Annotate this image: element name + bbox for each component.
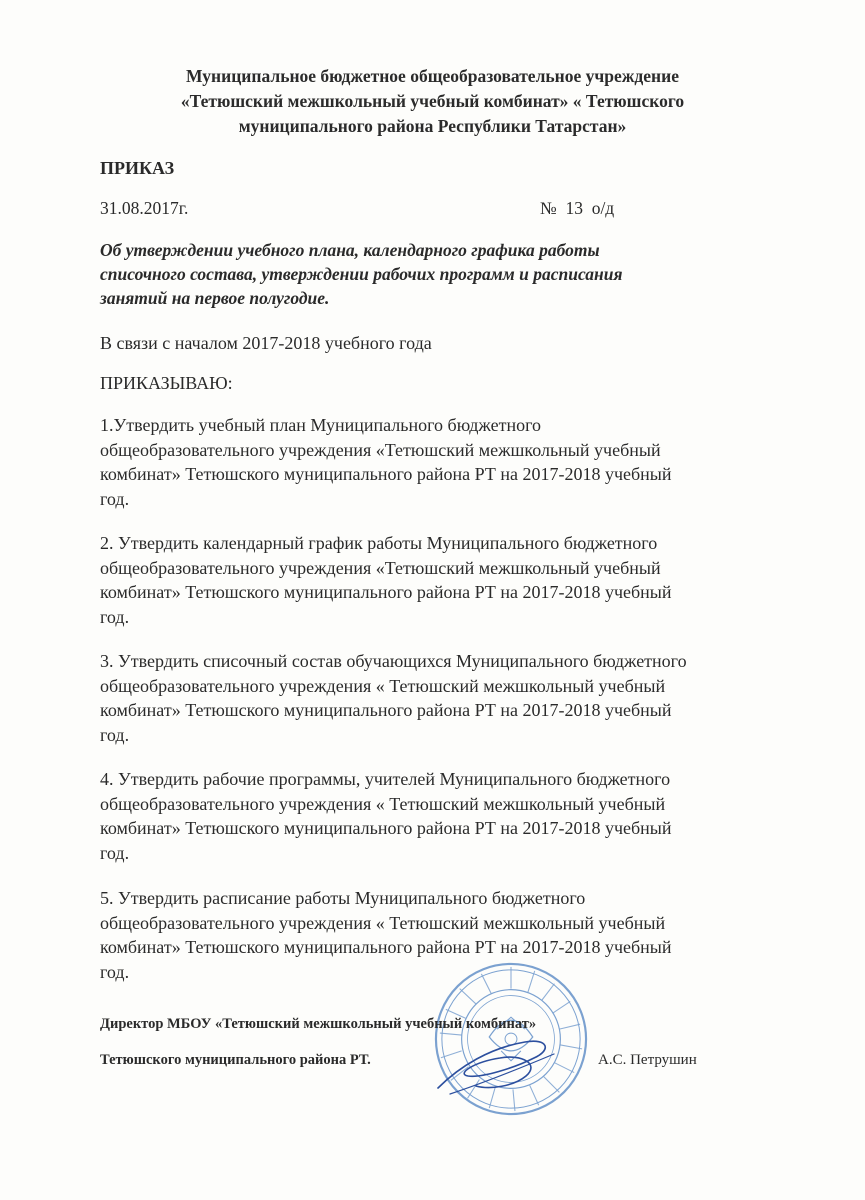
signer-name: А.С. Петрушин	[598, 1052, 697, 1068]
header-line-2: «Тетюшский межшкольный учебный комбинат» « Тетюшского	[180, 91, 685, 111]
item-2-line-3: комбинат» Тетюшского муниципального района РТ на 2017-2018 учебный	[100, 582, 672, 602]
order-reason: В связи с началом 2017-2018 учебного года	[100, 333, 432, 353]
signature-line-2: Тетюшского муниципального района РТ.	[100, 1052, 371, 1068]
item-3-line-4: год.	[100, 724, 130, 745]
order-item-1	[100, 413, 760, 511]
order-title: ПРИКАЗ	[100, 158, 175, 178]
header-line-3: муниципального района Республики Татарстан»	[238, 116, 627, 136]
item-5-line-4: год.	[100, 961, 130, 982]
item-3-line-2: общеобразовательного учреждения « Тетюшский межшкольный учебный	[100, 675, 666, 696]
item-5-line-1: 5. Утвердить расписание работы Муниципального бюджетного	[100, 888, 586, 908]
director-signature	[430, 1028, 560, 1098]
signature-line-1: Директор МБОУ «Тетюшский межшкольный учебный комбинат»	[100, 1016, 537, 1032]
item-4-line-3: комбинат» Тетюшского муниципального района РТ на 2017-2018 учебный	[100, 818, 672, 838]
order-directive: ПРИКАЗЫВАЮ:	[100, 373, 233, 393]
item-4-line-4: год.	[100, 842, 130, 863]
item-1-line-3: комбинат» Тетюшского муниципального района РТ на 2017-2018 учебный	[100, 464, 672, 484]
order-item-2	[100, 531, 760, 629]
order-date: 31.08.2017г.	[100, 198, 189, 218]
subject-line-1: Об утверждении учебного плана, календарного графика работы	[100, 240, 600, 260]
header-line-1: Муниципальное бюджетное общеобразовательное учреждение	[186, 66, 679, 86]
item-5-line-3: комбинат» Тетюшского муниципального района РТ на 2017-2018 учебный	[100, 937, 672, 957]
item-4-line-2: общеобразовательного учреждения « Тетюшский межшкольный учебный	[100, 793, 666, 814]
item-1-line-1: 1.Утвердить учебный план Муниципального бюджетного	[100, 415, 542, 435]
item-3-line-1: 3. Утвердить списочный состав обучающихся Муниципального бюджетного	[100, 651, 687, 671]
item-5-line-2: общеобразовательного учреждения « Тетюшский межшкольный учебный	[100, 912, 666, 933]
item-2-line-2: общеобразовательного учреждения «Тетюшский межшкольный учебный	[100, 557, 661, 578]
item-1-line-2: общеобразовательного учреждения «Тетюшский межшкольный учебный	[100, 439, 661, 460]
order-subject	[100, 238, 740, 310]
order-number: № 13 о/д	[540, 198, 615, 218]
item-3-line-3: комбинат» Тетюшского муниципального района РТ на 2017-2018 учебный	[100, 700, 672, 720]
item-4-line-1: 4. Утвердить рабочие программы, учителей Муниципального бюджетного	[100, 769, 671, 789]
order-item-5	[100, 886, 760, 984]
order-item-4	[100, 767, 760, 865]
subject-line-2: списочного состава, утверждении рабочих программ и расписания	[100, 264, 623, 284]
item-2-line-4: год.	[100, 606, 130, 627]
institution-header	[100, 64, 765, 139]
item-2-line-1: 2. Утвердить календарный график работы Муниципального бюджетного	[100, 533, 658, 553]
item-1-line-4: год.	[100, 488, 130, 509]
order-item-3	[100, 649, 760, 747]
subject-line-3: занятий на первое полугодие.	[100, 288, 330, 308]
